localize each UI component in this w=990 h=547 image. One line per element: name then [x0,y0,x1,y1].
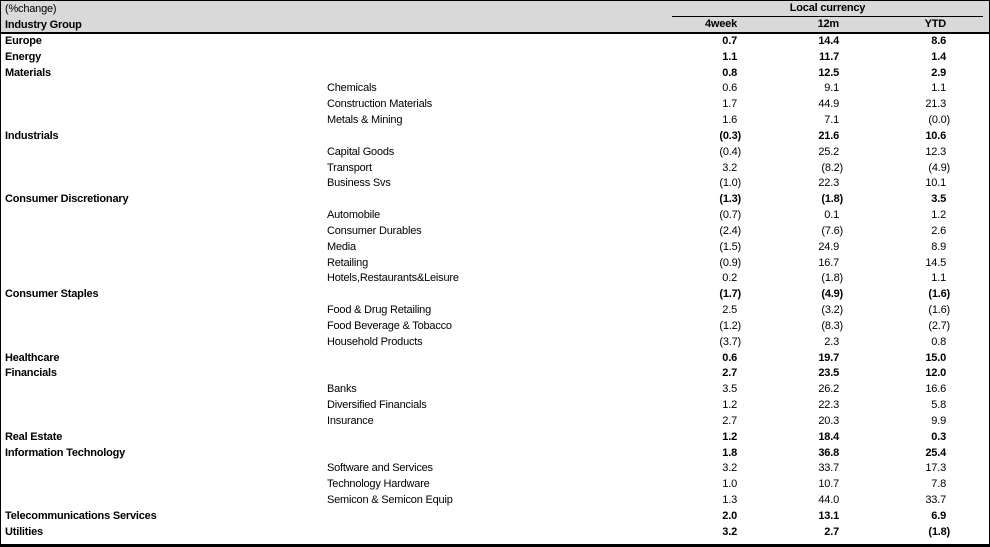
value-ytd: 2.6 [931,224,946,237]
row-label: Construction Materials [327,98,433,111]
value-12m: 44.9 [818,98,839,111]
row-label: Consumer Staples [5,288,99,301]
value-12m: 24.9 [818,240,839,253]
value-ytd: (1.8) [928,525,950,538]
row-label: Media [327,240,356,253]
row-label: Healthcare [5,351,60,364]
row-label: Industrials [5,129,59,142]
value-ytd: 2.9 [931,66,946,79]
value-ytd: 1.2 [931,209,946,222]
row-label: Banks [327,383,357,396]
row-label: Consumer Durables [327,224,422,237]
value-4week: 1.7 [722,98,737,111]
row-label: Food & Drug Retailing [327,304,432,317]
table-row [1,176,989,192]
table-row [1,240,989,256]
table-row [1,366,989,382]
value-12m: (8.2) [821,161,843,174]
row-label: Software and Services [327,462,433,475]
table-row [1,287,989,303]
table-body [1,34,989,541]
value-12m: 13.1 [818,509,839,522]
table-row [1,430,989,446]
table-row [1,256,989,272]
row-label: Chemicals [327,82,377,95]
table-header [1,1,989,34]
value-4week: 1.2 [722,399,737,412]
value-12m: (8.3) [821,319,843,332]
value-4week: (0.3) [719,129,741,142]
value-ytd: 0.3 [931,430,946,443]
value-4week: (3.7) [719,335,741,348]
value-12m: 11.7 [818,50,839,63]
value-12m: 2.7 [824,525,839,538]
value-4week: 2.0 [722,509,737,522]
value-12m: 25.2 [818,145,839,158]
column-header-12m: 12m [817,18,839,30]
row-label: Food Beverage & Tobacco [327,319,452,332]
table-row [1,161,989,177]
local-currency-group-header: Local currency [672,2,983,17]
value-ytd: 8.9 [931,240,946,253]
value-12m: (3.2) [821,304,843,317]
value-12m: 14.4 [818,35,839,47]
row-label: Telecommunications Services [5,509,157,522]
value-4week: (2.4) [719,224,741,237]
value-12m: 19.7 [818,351,839,364]
value-4week: (0.7) [719,209,741,222]
value-ytd: 16.6 [925,383,946,396]
value-ytd: 12.0 [925,367,946,380]
row-label: Transport [327,161,372,174]
value-4week: 0.7 [722,35,737,47]
table-row [1,208,989,224]
value-4week: 3.5 [722,383,737,396]
row-label: Information Technology [5,446,126,459]
row-label: Technology Hardware [327,478,430,491]
column-header-4week: 4week [704,18,737,30]
value-ytd: 7.8 [931,478,946,491]
table-row [1,335,989,351]
value-ytd: (1.6) [928,304,950,317]
value-12m: 36.8 [818,446,839,459]
table-row [1,398,989,414]
value-4week: 1.6 [722,114,737,127]
table-row [1,461,989,477]
row-label: Real Estate [5,430,63,443]
table-row [1,145,989,161]
table-row [1,477,989,493]
value-4week: 3.2 [722,161,737,174]
table-row [1,509,989,525]
value-12m: 2.3 [824,335,839,348]
value-ytd: 17.3 [925,462,946,475]
table-row [1,493,989,509]
row-label: Capital Goods [327,145,395,158]
table-row [1,50,989,66]
value-ytd: 10.6 [925,129,946,142]
value-12m: 0.1 [824,209,839,222]
row-label: Financials [5,367,57,380]
value-4week: (0.9) [719,256,741,269]
table-row [1,129,989,145]
value-4week: 2.7 [722,414,737,427]
table-row [1,525,989,541]
value-ytd: 1.1 [931,82,946,95]
value-12m: 9.1 [824,82,839,95]
value-ytd: 5.8 [931,399,946,412]
table-row [1,113,989,129]
value-ytd: 9.9 [931,414,946,427]
table-row [1,81,989,97]
row-label: Energy [5,50,42,63]
row-label: Metals & Mining [327,114,403,127]
row-label: Utilities [5,525,43,538]
value-ytd: 6.9 [931,509,946,522]
value-ytd: (0.0) [928,114,950,127]
value-4week: (0.4) [719,145,741,158]
value-ytd: 10.1 [925,177,946,190]
value-12m: 44.0 [818,494,839,507]
table-row [1,192,989,208]
value-ytd: (4.9) [928,161,950,174]
table-row [1,271,989,287]
value-12m: 18.4 [818,430,839,443]
value-4week: 3.2 [722,525,737,538]
table-row [1,382,989,398]
value-ytd: 15.0 [925,351,946,364]
value-4week: (1.0) [719,177,741,190]
value-12m: 22.3 [818,177,839,190]
value-12m: 7.1 [824,114,839,127]
value-4week: 1.3 [722,494,737,507]
row-label: Semicon & Semicon Equip [327,494,453,507]
value-12m: 22.3 [818,399,839,412]
value-4week: (1.3) [719,193,741,206]
value-4week: 1.2 [722,430,737,443]
value-12m: (1.8) [821,193,843,206]
value-4week: 2.5 [722,304,737,317]
table-row [1,224,989,240]
row-label: Diversified Financials [327,399,427,412]
value-12m: 20.3 [818,414,839,427]
value-12m: 33.7 [818,462,839,475]
row-label: Automobile [327,209,381,222]
row-label: Europe [5,35,42,47]
value-ytd: 14.5 [925,256,946,269]
table-row [1,351,989,367]
row-label: Retailing [327,256,369,269]
value-12m: 21.6 [818,129,839,142]
value-12m: 26.2 [818,383,839,396]
value-ytd: 21.3 [925,98,946,111]
value-12m: (4.9) [821,288,843,301]
value-4week: (1.5) [719,240,741,253]
value-ytd: 25.4 [925,446,946,459]
value-ytd: 12.3 [925,145,946,158]
value-4week: 1.0 [722,478,737,491]
row-label: Materials [5,66,51,79]
row-label: Consumer Discretionary [5,193,129,206]
value-4week: (1.2) [719,319,741,332]
value-4week: 0.6 [722,82,737,95]
value-ytd: 1.1 [931,272,946,285]
table-row [1,97,989,113]
table-row [1,446,989,462]
value-4week: 0.2 [722,272,737,285]
value-ytd: (1.6) [928,288,950,301]
row-label: Business Svs [327,177,391,190]
value-4week: 1.8 [722,446,737,459]
table-row [1,303,989,319]
table-row [1,66,989,82]
value-ytd: 8.6 [931,35,946,47]
table-row [1,414,989,430]
value-12m: (1.8) [821,272,843,285]
row-label: Household Products [327,335,423,348]
value-ytd: 0.8 [931,335,946,348]
value-4week: 3.2 [722,462,737,475]
value-4week: 2.7 [722,367,737,380]
value-4week: 0.8 [722,66,737,79]
industry-group-header: Industry Group [5,19,82,31]
value-ytd: 3.5 [931,193,946,206]
value-12m: 12.5 [818,66,839,79]
value-12m: (7.6) [821,224,843,237]
value-ytd: (2.7) [928,319,950,332]
percent-change-label: (%change) [5,3,57,15]
table-row [1,319,989,335]
value-ytd: 33.7 [925,494,946,507]
row-label: Hotels,Restaurants&Leisure [327,272,459,285]
value-12m: 16.7 [818,256,839,269]
value-12m: 23.5 [818,367,839,380]
value-12m: 10.7 [818,478,839,491]
value-4week: 0.6 [722,351,737,364]
row-label: Insurance [327,414,374,427]
column-header-ytd: YTD [924,18,946,30]
value-ytd: 1.4 [931,50,946,63]
value-4week: (1.7) [719,288,741,301]
table-row [1,34,989,50]
value-4week: 1.1 [722,50,737,63]
